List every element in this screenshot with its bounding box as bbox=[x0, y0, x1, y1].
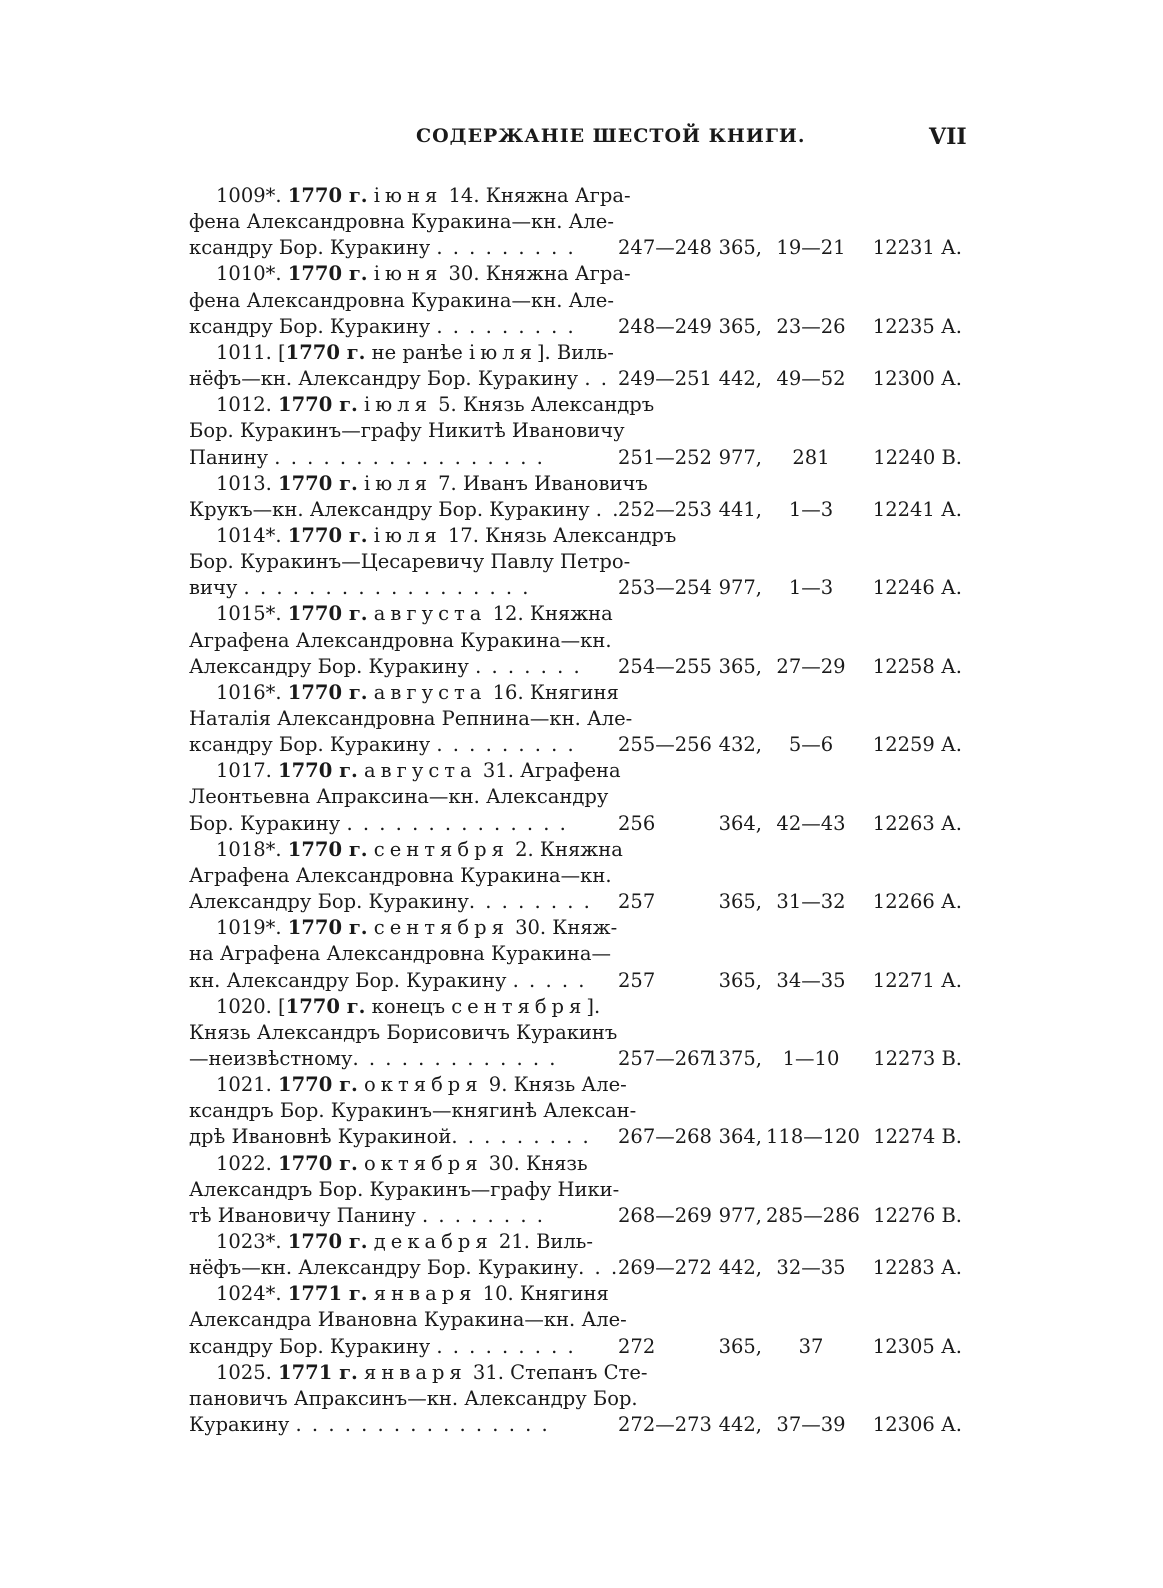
folio-range: 1—3 bbox=[788, 576, 834, 600]
entry-text: ксандру Бор. Куракину bbox=[189, 733, 437, 757]
folio-range: 37 bbox=[798, 1334, 824, 1358]
entry-text: 31. Степанъ Сте- bbox=[466, 1360, 648, 1384]
entry-text: 1019*. bbox=[216, 916, 288, 940]
entry-text-line bbox=[189, 575, 615, 601]
page-range: 248—249 bbox=[618, 314, 712, 338]
leader-dots: . . . . . . . . . . . . . bbox=[352, 1046, 558, 1070]
entry-text-line bbox=[189, 549, 631, 575]
entry-heading-line bbox=[216, 1229, 615, 1255]
entry-year: 1770 г. bbox=[287, 523, 368, 547]
entry-text: 1024*. bbox=[216, 1282, 288, 1306]
entry-text: Аграфена Александровна Куракина—кн. bbox=[189, 628, 612, 652]
entry-month: января bbox=[364, 1360, 467, 1384]
entry-text: пановичъ Апраксинъ—кн. Александру Бор. bbox=[189, 1386, 638, 1410]
folio-range: 31—32 bbox=[776, 890, 846, 914]
entry-text-line bbox=[189, 445, 615, 471]
page-range: 269—272 bbox=[618, 1256, 712, 1280]
entry-heading-line bbox=[216, 340, 615, 366]
entry-text-line bbox=[189, 863, 615, 889]
entry-year: 1770 г. bbox=[285, 994, 366, 1018]
entry-text: 31. Аграфена bbox=[476, 759, 621, 783]
folio-range: 49—52 bbox=[776, 367, 846, 391]
leader-dots: . . . . . . . . . bbox=[436, 1334, 576, 1358]
page-range: 267—268 bbox=[618, 1125, 712, 1149]
entry-text: фена Александровна Куракина—кн. Але- bbox=[189, 210, 614, 234]
entry-year: 1770 г. bbox=[287, 1230, 368, 1253]
volume-number: 364, bbox=[718, 811, 762, 835]
entry-month: октября bbox=[364, 1151, 483, 1175]
entry-text: 12. Княжна bbox=[486, 602, 613, 626]
entry-text-line bbox=[189, 732, 615, 758]
entry-text: Александръ Бор. Куракинъ—графу Ники- bbox=[189, 1177, 620, 1201]
entry-month: января bbox=[373, 1282, 477, 1306]
entry-text: Бор. Куракинъ—Цесаревичу Павлу Петро- bbox=[189, 550, 631, 574]
page-range: 257—267 bbox=[618, 1046, 712, 1070]
entry-text: 30. Князь bbox=[482, 1151, 588, 1175]
archive-number: 12305 А. bbox=[872, 1334, 962, 1358]
entry-text: кн. Александру Бор. Куракину bbox=[189, 968, 513, 992]
entry-text: нёфъ—кн. Александру Бор. Куракину bbox=[189, 367, 585, 391]
entry-text-line bbox=[189, 1020, 618, 1046]
entry-text: не ранѣе bbox=[365, 340, 469, 364]
leader-dots: . . . . . bbox=[512, 968, 587, 992]
archive-number: 12235 А. bbox=[872, 314, 962, 338]
leader-dots: . . . . . . . . . . . . . . . . . . bbox=[243, 576, 531, 600]
entry-text: 1023*. bbox=[216, 1230, 288, 1253]
page-header-title: СОДЕРЖАНIЕ ШЕСТОЙ КНИГИ. bbox=[416, 125, 806, 147]
volume-number: 365, bbox=[718, 314, 762, 338]
entry-text: 1011. [ bbox=[216, 340, 286, 364]
archive-number: 12306 А. bbox=[872, 1413, 962, 1437]
entry-text: дрѣ Ивановнѣ Куракиной bbox=[189, 1125, 452, 1149]
leader-dots: . . . . . . . . . bbox=[436, 236, 576, 260]
entry-text: Крукъ—кн. Александру Бор. Куракину bbox=[189, 497, 596, 521]
folio-range: 1—3 bbox=[788, 497, 834, 521]
entry-month: сентября bbox=[451, 994, 587, 1018]
entry-text-line bbox=[189, 1046, 615, 1072]
volume-number: 977, bbox=[718, 1203, 762, 1227]
entry-text: 1010*. bbox=[216, 262, 288, 286]
entry-year: 1771 г. bbox=[278, 1360, 358, 1384]
folio-range: 27—29 bbox=[776, 654, 846, 678]
leader-dots: . . bbox=[595, 497, 621, 521]
entry-text-line bbox=[189, 1386, 638, 1412]
folio-range: 5—6 bbox=[788, 733, 834, 757]
volume-number: 365, bbox=[718, 968, 762, 992]
page-range: 255—256 bbox=[618, 733, 712, 757]
entry-text: 1025. bbox=[216, 1360, 279, 1384]
volume-number: 441, bbox=[718, 497, 762, 521]
leader-dots: . . . . . . . . . bbox=[436, 733, 576, 757]
archive-number: 12300 А. bbox=[872, 367, 962, 391]
entry-text: Наталiя Александровна Репнина—кн. Але- bbox=[189, 707, 633, 730]
volume-number: 977, bbox=[718, 445, 762, 469]
entry-year: 1770 г. bbox=[287, 602, 368, 626]
entry-year: 1770 г. bbox=[285, 340, 366, 364]
archive-number: 12274 В. bbox=[873, 1125, 962, 1149]
entry-heading-line bbox=[216, 1151, 615, 1177]
entry-year: 1770 г. bbox=[287, 262, 368, 286]
entry-text: —неизвѣстному bbox=[189, 1046, 353, 1070]
entry-text: Бор. Куракину bbox=[189, 811, 347, 835]
entry-text-line bbox=[189, 1124, 615, 1150]
entry-text: 9. Князь Але- bbox=[482, 1073, 627, 1097]
entry-text: Леонтьевна Апраксина—кн. Александру bbox=[189, 785, 609, 809]
entry-text: 14. Княжна Агра- bbox=[442, 184, 631, 207]
folio-range: 281 bbox=[792, 445, 830, 469]
leader-dots: . . . . . . . . bbox=[468, 890, 592, 914]
entry-heading-line bbox=[216, 261, 631, 287]
entry-text-line bbox=[189, 941, 615, 967]
page-range: 247—248 bbox=[618, 236, 712, 260]
entry-text-line bbox=[189, 968, 615, 994]
entry-text-line bbox=[189, 418, 625, 444]
volume-number: 365, bbox=[718, 890, 762, 914]
page-range: 253—254 bbox=[618, 576, 712, 600]
entry-heading-line bbox=[216, 1281, 615, 1307]
entry-text-line bbox=[189, 366, 615, 392]
entry-text-line bbox=[189, 784, 615, 810]
entry-text: 1017. bbox=[216, 759, 279, 783]
page-range: 256 bbox=[618, 811, 656, 835]
entry-text: Александру Бор. Куракину bbox=[189, 890, 469, 914]
folio-range: 42—43 bbox=[776, 811, 846, 835]
entry-month: iюля bbox=[364, 471, 432, 495]
entry-text-line bbox=[189, 628, 615, 654]
entry-text-line bbox=[189, 706, 633, 732]
archive-number: 12231 А. bbox=[872, 236, 962, 260]
entry-heading-line bbox=[216, 915, 618, 941]
entry-text: 16. Княгиня bbox=[486, 680, 619, 704]
entry-text: ксандру Бор. Куракину bbox=[189, 236, 437, 260]
entry-year: 1770 г. bbox=[278, 471, 358, 495]
entry-heading-line bbox=[216, 994, 615, 1020]
entry-year: 1770 г. bbox=[278, 1073, 358, 1097]
entry-text: конецъ bbox=[365, 994, 452, 1018]
entry-month: августа bbox=[373, 602, 487, 626]
entry-text: Князь Александръ Борисовичъ Куракинъ bbox=[189, 1020, 618, 1044]
entry-heading-line bbox=[216, 680, 619, 706]
page-range: 257 bbox=[618, 968, 656, 992]
entry-text: 1014*. bbox=[216, 523, 288, 547]
entry-text: тѣ Ивановичу Панину bbox=[189, 1203, 422, 1227]
entry-text-line bbox=[189, 1334, 615, 1360]
archive-number: 12240 В. bbox=[873, 445, 962, 469]
entry-heading-line bbox=[216, 837, 623, 863]
archive-number: 12259 А. bbox=[872, 733, 962, 757]
entry-text: 5. Князь Александръ bbox=[431, 393, 655, 417]
entry-text-line bbox=[189, 1177, 620, 1203]
entry-text-line bbox=[189, 1203, 615, 1229]
entry-month: iюля bbox=[364, 393, 432, 417]
archive-number: 12276 В. bbox=[873, 1203, 962, 1227]
entry-text-line bbox=[189, 1307, 627, 1333]
entry-heading-line bbox=[216, 183, 631, 209]
archive-number: 12241 А. bbox=[872, 497, 962, 521]
folio-range: 118—120 bbox=[766, 1125, 860, 1149]
entry-month: сентября bbox=[373, 837, 509, 861]
entry-text-line bbox=[189, 1412, 615, 1438]
entry-year: 1770 г. bbox=[287, 837, 368, 861]
entry-text-line bbox=[189, 288, 615, 314]
entry-text: 1021. bbox=[216, 1073, 279, 1097]
entry-text: ксандру Бор. Куракину bbox=[189, 314, 437, 338]
entry-month: iюля bbox=[469, 340, 537, 364]
entry-text: 1018*. bbox=[216, 837, 288, 861]
leader-dots: . . . . . . . . . bbox=[436, 314, 576, 338]
entry-text-line bbox=[189, 654, 615, 680]
entry-text: Александра Ивановна Куракина—кн. Але- bbox=[189, 1308, 627, 1332]
entry-month: iюня bbox=[373, 184, 443, 207]
entry-heading-line bbox=[216, 601, 615, 627]
page-range: 272 bbox=[618, 1334, 656, 1358]
folio-range: 23—26 bbox=[776, 314, 846, 338]
folio-range: 19—21 bbox=[776, 236, 846, 260]
entry-heading-line bbox=[216, 523, 677, 549]
page-range: 257 bbox=[618, 890, 656, 914]
entry-text: вичу bbox=[189, 576, 244, 600]
entry-text: ]. Виль- bbox=[536, 340, 614, 364]
volume-number: 432, bbox=[718, 733, 762, 757]
entry-text-line bbox=[189, 314, 615, 340]
volume-number: 1375, bbox=[706, 1046, 762, 1070]
archive-number: 12263 А. bbox=[872, 811, 962, 835]
entry-text-line bbox=[189, 209, 615, 235]
entry-year: 1770 г. bbox=[278, 1151, 358, 1175]
entry-heading-line bbox=[216, 471, 648, 497]
page-range: 254—255 bbox=[618, 654, 712, 678]
entry-heading-line bbox=[216, 1072, 627, 1098]
entry-text: фена Александровна Куракина—кн. Але- bbox=[189, 288, 614, 312]
entry-heading-line bbox=[216, 392, 655, 418]
archive-number: 12246 А. bbox=[872, 576, 962, 600]
leader-dots: . . . bbox=[578, 1256, 620, 1280]
volume-number: 365, bbox=[718, 236, 762, 260]
entry-text: Куракину bbox=[189, 1413, 296, 1437]
entry-month: августа bbox=[373, 680, 487, 704]
page-range: 272—273 bbox=[618, 1413, 712, 1437]
leader-dots: . . . . . . . . . . . . . . . . bbox=[295, 1413, 550, 1437]
entry-year: 1770 г. bbox=[287, 916, 368, 940]
entry-text: 2. Княжна bbox=[508, 837, 623, 861]
entry-text-line bbox=[189, 497, 621, 523]
entry-text: 10. Княгиня bbox=[476, 1282, 609, 1306]
entry-text: 1012. bbox=[216, 393, 279, 417]
entry-text-line bbox=[189, 889, 615, 915]
entry-text: ]. bbox=[586, 994, 601, 1018]
leader-dots: . . . . . . . . . . . . . . . . . bbox=[274, 445, 545, 469]
leader-dots: . . . . . . . . bbox=[421, 1203, 545, 1227]
entry-text-line bbox=[189, 811, 615, 837]
leader-dots: . . . . . . . . . bbox=[451, 1125, 591, 1149]
entry-month: октября bbox=[364, 1073, 483, 1097]
entry-heading-line bbox=[216, 1360, 648, 1386]
page-range: 252—253 bbox=[618, 497, 712, 521]
archive-number: 12258 А. bbox=[872, 654, 962, 678]
page-number: VII bbox=[929, 124, 967, 150]
folio-range: 37—39 bbox=[776, 1413, 846, 1437]
entry-text: 7. Иванъ Ивановичъ bbox=[431, 471, 648, 495]
volume-number: 442, bbox=[718, 367, 762, 391]
leader-dots: . . . . . . . . . . . . . . bbox=[346, 811, 568, 835]
volume-number: 365, bbox=[718, 654, 762, 678]
entry-text-line bbox=[189, 235, 615, 261]
entry-heading-line bbox=[216, 758, 621, 784]
leader-dots: . . . . . . . bbox=[475, 654, 582, 678]
entry-text: Бор. Куракинъ—графу Никитѣ Ивановичу bbox=[189, 419, 625, 443]
archive-number: 12273 В. bbox=[873, 1046, 962, 1070]
entry-year: 1770 г. bbox=[287, 184, 368, 207]
archive-number: 12283 А. bbox=[872, 1256, 962, 1280]
entry-text: 1013. bbox=[216, 471, 279, 495]
volume-number: 442, bbox=[718, 1413, 762, 1437]
folio-range: 285—286 bbox=[766, 1203, 860, 1227]
entry-text-line bbox=[189, 1255, 620, 1281]
folio-range: 34—35 bbox=[776, 968, 846, 992]
entry-text: нёфъ—кн. Александру Бор. Куракину bbox=[189, 1256, 579, 1280]
entry-month: сентября bbox=[373, 916, 509, 940]
page-range: 268—269 bbox=[618, 1203, 712, 1227]
entry-year: 1770 г. bbox=[278, 393, 358, 417]
entry-text: 21. Виль- bbox=[492, 1230, 594, 1253]
entry-text: 1020. [ bbox=[216, 994, 286, 1018]
entry-text: 17. Князь Александръ bbox=[441, 523, 677, 547]
entry-month: iюля bbox=[373, 523, 442, 547]
entry-text: Панину bbox=[189, 445, 275, 469]
entry-month: iюня bbox=[373, 262, 443, 286]
entry-year: 1770 г. bbox=[278, 759, 358, 783]
entry-text: 1015*. bbox=[216, 602, 288, 626]
archive-number: 12266 А. bbox=[872, 890, 962, 914]
entry-text: 1022. bbox=[216, 1151, 279, 1175]
entry-text: на Аграфена Александровна Куракина— bbox=[189, 942, 611, 966]
entry-month: декабря bbox=[373, 1230, 493, 1253]
folio-range: 32—35 bbox=[776, 1256, 846, 1280]
page-range: 251—252 bbox=[618, 445, 712, 469]
volume-number: 442, bbox=[718, 1256, 762, 1280]
entry-year: 1770 г. bbox=[287, 680, 368, 704]
entry-text-line bbox=[189, 1098, 637, 1124]
archive-number: 12271 А. bbox=[872, 968, 962, 992]
entry-text: Аграфена Александровна Куракина—кн. bbox=[189, 863, 612, 887]
entry-text: ксандру Бор. Куракину bbox=[189, 1334, 437, 1358]
volume-number: 365, bbox=[718, 1334, 762, 1358]
entry-text: 30. Княж- bbox=[508, 916, 618, 940]
leader-dots: . . bbox=[584, 367, 609, 391]
entry-text: 1009*. bbox=[216, 184, 288, 207]
entry-month: августа bbox=[364, 759, 477, 783]
entry-text: 30. Княжна Агра- bbox=[442, 262, 631, 286]
page-range: 249—251 bbox=[618, 367, 712, 391]
entry-text: ксандръ Бор. Куракинъ—княгинѣ Алексан- bbox=[189, 1099, 637, 1123]
folio-range: 1—10 bbox=[782, 1046, 840, 1070]
volume-number: 364, bbox=[718, 1125, 762, 1149]
entry-year: 1771 г. bbox=[287, 1282, 368, 1306]
entry-text: 1016*. bbox=[216, 680, 288, 704]
volume-number: 977, bbox=[718, 576, 762, 600]
entry-text: Александру Бор. Куракину bbox=[189, 654, 476, 678]
